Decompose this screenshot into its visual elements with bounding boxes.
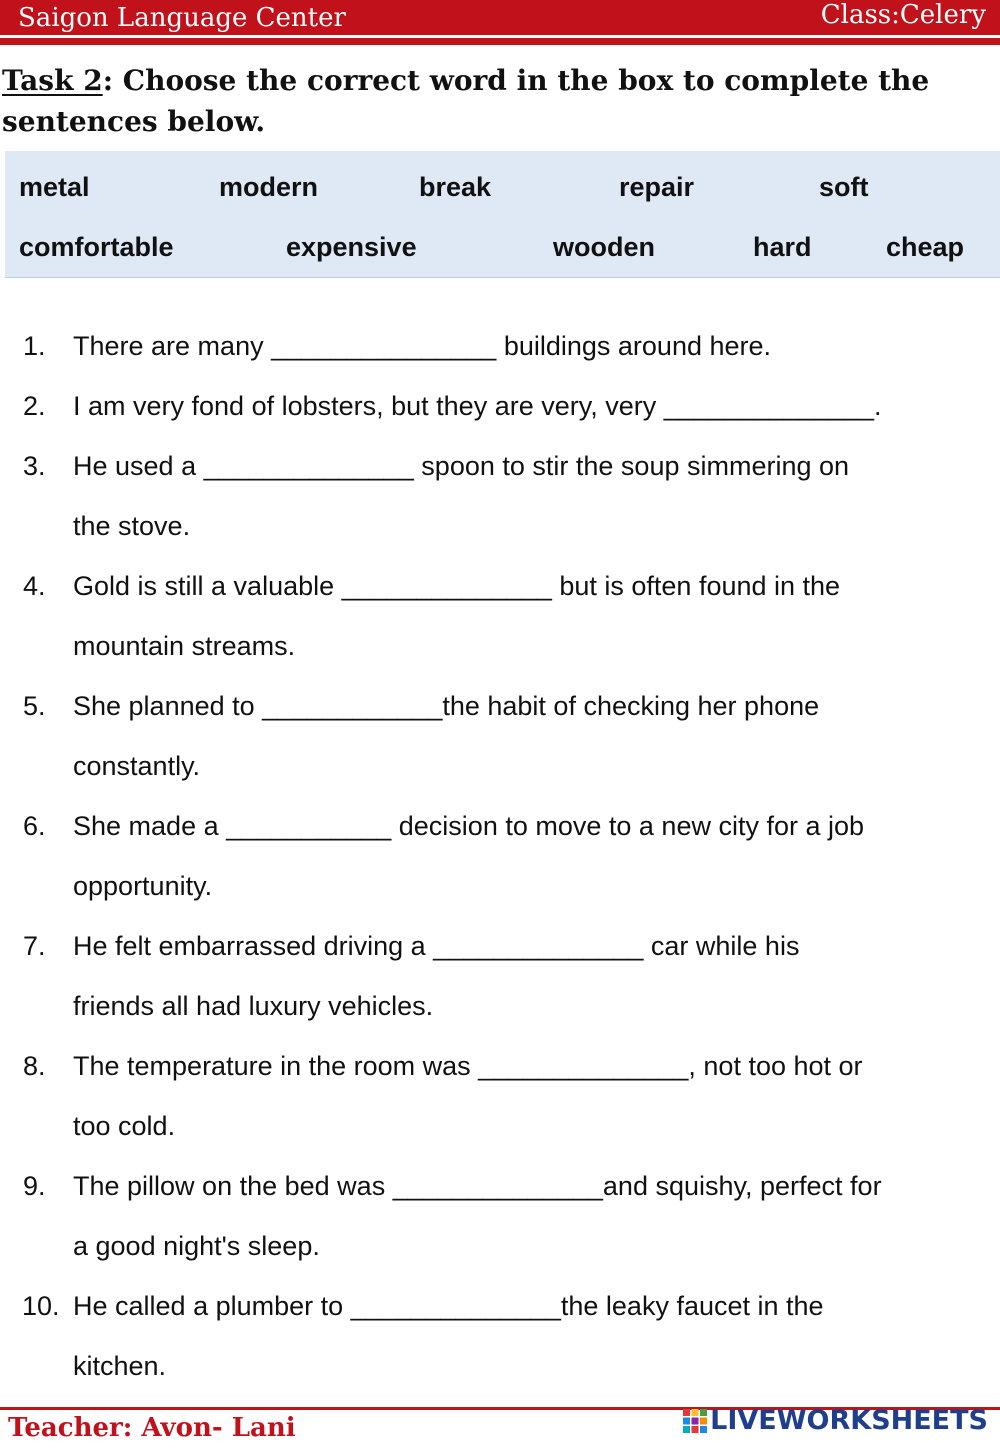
- sentence-text: I am very fond of lobsters, but they are very, very ______________.: [73, 391, 882, 421]
- sentence-text: He felt embarrassed driving a ______________ car while his: [73, 931, 800, 961]
- liveworksheets-brand[interactable]: [682, 1405, 988, 1436]
- sentence-text: Gold is still a valuable ______________ but is often found in the: [73, 571, 841, 601]
- word-option: metal: [19, 172, 90, 202]
- class-name: Class:Celery: [820, 0, 986, 30]
- word-option: break: [419, 172, 492, 202]
- sentence-item: [0, 556, 1000, 676]
- sentence-text: He used a ______________ spoon to stir the soup simmering on: [73, 451, 850, 481]
- teacher-name: Teacher: Avon- Lani: [8, 1413, 296, 1443]
- sentence-number: 5.: [23, 691, 46, 721]
- sentence-number: 6.: [23, 811, 46, 841]
- sentence-number: 1.: [23, 331, 46, 361]
- word-box: [5, 151, 1000, 278]
- task-label: Task 2: [2, 64, 103, 97]
- sentence-item: [0, 916, 1000, 1036]
- sentence-item: [0, 316, 1000, 376]
- word-option: wooden: [553, 232, 655, 262]
- sentence-list: [0, 316, 1000, 1396]
- sentence-number: 4.: [23, 571, 46, 601]
- sentence-item: [0, 1276, 1000, 1396]
- word-option: soft: [819, 172, 869, 202]
- task-instruction: [2, 60, 992, 142]
- word-option: cheap: [886, 232, 965, 262]
- task-text: Choose the correct word in the box to complete the sentences below.: [2, 64, 930, 138]
- sentence-continuation: too cold.: [73, 1111, 176, 1141]
- sentence-text: The pillow on the bed was ______________and squishy, perfect for: [73, 1171, 882, 1201]
- liveworksheets-logo-icon: [682, 1408, 708, 1434]
- sentence-item: [0, 676, 1000, 796]
- sentence-item: [0, 1036, 1000, 1156]
- sentence-continuation: opportunity.: [73, 871, 213, 901]
- sentence-continuation: friends all had luxury vehicles.: [73, 991, 434, 1021]
- school-name: Saigon Language Center: [18, 3, 346, 33]
- sentence-text: The temperature in the room was ______________, not too hot or: [73, 1051, 863, 1081]
- sentence-text: There are many _______________ buildings around here.: [73, 331, 772, 361]
- sentence-text: She made a ___________ decision to move to a new city for a job: [73, 811, 865, 841]
- task-colon: :: [102, 64, 114, 97]
- sentence-text: He called a plumber to ______________the leaky faucet in the: [73, 1291, 824, 1321]
- word-option: modern: [219, 172, 319, 202]
- sentence-item: [0, 376, 1000, 436]
- sentence-continuation: kitchen.: [73, 1351, 167, 1381]
- sentence-number: 3.: [23, 451, 46, 481]
- header-divider: [0, 38, 1000, 45]
- sentence-item: [0, 436, 1000, 556]
- sentence-number: 8.: [23, 1051, 46, 1081]
- sentence-number: 10.: [22, 1291, 60, 1321]
- word-option: hard: [753, 232, 812, 262]
- sentence-item: [0, 1156, 1000, 1276]
- sentence-text: She planned to ____________the habit of checking her phone: [73, 691, 820, 721]
- word-option: repair: [619, 172, 695, 202]
- sentence-continuation: constantly.: [73, 751, 201, 781]
- sentence-number: 2.: [23, 391, 46, 421]
- sentence-number: 7.: [23, 931, 46, 961]
- sentence-continuation: a good night's sleep.: [73, 1231, 320, 1261]
- sentence-continuation: the stove.: [73, 511, 191, 541]
- sentence-item: [0, 796, 1000, 916]
- sentence-continuation: mountain streams.: [73, 631, 296, 661]
- word-option: comfortable: [19, 232, 174, 262]
- sentence-number: 9.: [23, 1171, 46, 1201]
- word-option: expensive: [286, 232, 417, 262]
- brand-label: LIVEWORKSHEETS: [710, 1405, 988, 1436]
